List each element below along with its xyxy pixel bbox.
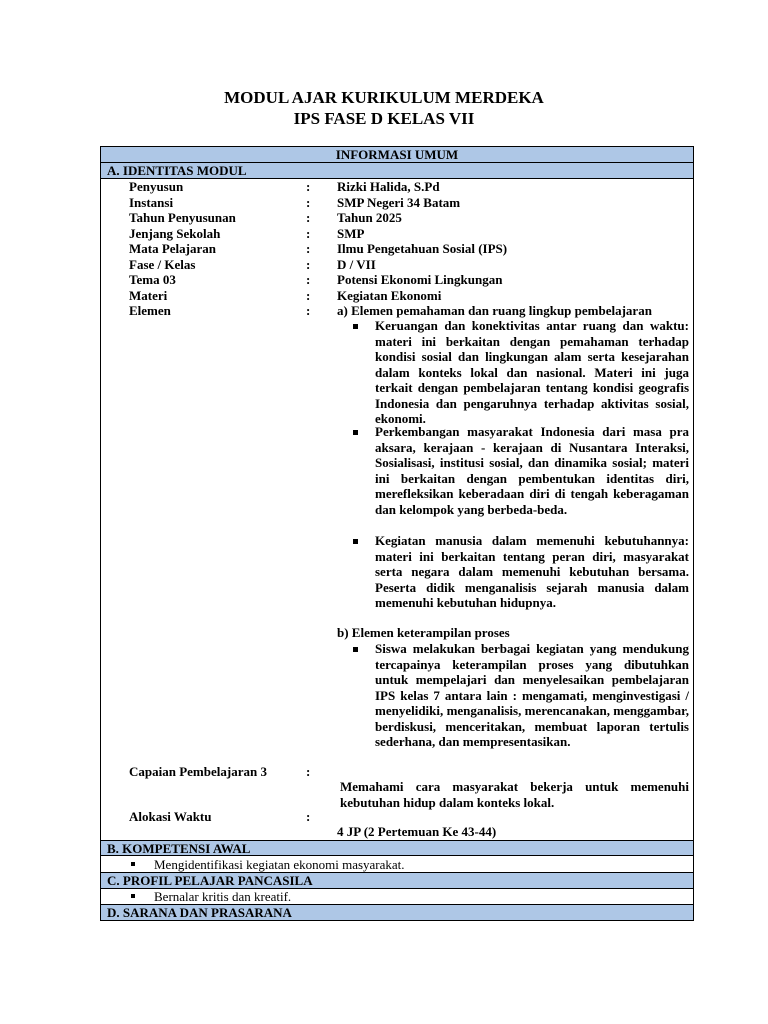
elemen-a-bullet-1: Keruangan dan konektivitas antar ruang dan waktu: materi ini berkaitan dengan pemahaman terhadap kondisi sosial dan lingkungan alam serta kesejarahan dalam konteks lokal dan nasional. Materi ini juga terkait dengan pembelajaran tentang kondisi geografis Indonesia dan pengaruhnya terhadap aktivitas sosial, ekonomi.	[375, 318, 689, 426]
row-divider	[101, 857, 693, 873]
section-identitas-modul: A. IDENTITAS MODUL	[101, 163, 693, 179]
field-label-tahun: Tahun Penyusunan	[129, 210, 236, 225]
bullet-square-icon	[353, 539, 358, 544]
field-label-tema: Tema 03	[129, 272, 176, 287]
field-label-instansi: Instansi	[129, 194, 174, 210]
field-colon: :	[306, 210, 311, 225]
field-colon: :	[306, 809, 311, 824]
elemen-b-bullet-1: Siswa melakukan berbagai kegiatan yang mendukung tercapainya keterampilan proses yang dibutuhkan untuk mempelajari dan menyelesaikan pembelajaran IPS kelas 7 antara lain : mengamati, menginvestigasi / menyelidiki, menganalisis, merencanakan, menggambar, berdiskusi, menceritakan, membuat laporan tertulis sederhana, dan mempresentasikan.	[375, 641, 689, 749]
field-value-fase: D / VII	[337, 256, 376, 272]
field-value-capaian: Memahami cara masyarakat bekerja untuk memenuhi kebutuhan hidup dalam konteks lokal.	[340, 779, 689, 810]
section-informasi-umum: INFORMASI UMUM	[101, 147, 693, 163]
elemen-a-bullet-3: Kegiatan manusia dalam memenuhi kebutuhannya: materi ini berkaitan tentang peran diri, masyarakat serta negara dalam memenuhi kebutuhan bersama. Peserta didik menganalisis sejarah manusia dalam memenuhi kebutuhan hidupnya.	[375, 533, 689, 610]
module-info-table	[100, 146, 694, 921]
field-value-elemen: a) Elemen pemahaman dan ruang lingkup pembelajaran	[337, 303, 652, 318]
field-value-jenjang: SMP	[337, 225, 365, 241]
section-profil-pelajar: C. PROFIL PELAJAR PANCASILA	[101, 873, 693, 889]
field-colon: :	[306, 764, 311, 779]
field-value-mapel: Ilmu Pengetahuan Sosial (IPS)	[337, 241, 508, 256]
field-value-alokasi: 4 JP (2 Pertemuan Ke 43-44)	[337, 824, 497, 839]
field-colon: :	[306, 194, 311, 210]
field-value-tahun: Tahun 2025	[337, 210, 402, 225]
field-colon: :	[306, 241, 311, 256]
field-value-instansi: SMP Negeri 34 Batam	[337, 194, 461, 210]
field-colon: :	[306, 272, 311, 287]
field-label-penyusun: Penyusun	[129, 179, 184, 194]
field-value-tema: Potensi Ekonomi Lingkungan	[337, 272, 503, 287]
field-label-materi: Materi	[129, 287, 168, 303]
bullet-square-icon	[353, 324, 358, 329]
field-colon: :	[306, 256, 311, 272]
field-value-materi: Kegiatan Ekonomi	[337, 287, 442, 303]
field-colon: :	[306, 287, 311, 303]
document-title: MODUL AJAR KURIKULUM MERDEKA	[224, 88, 544, 107]
kompetensi-awal-item: Mengidentifikasi kegiatan ekonomi masyarakat.	[154, 857, 405, 872]
field-label-capaian: Capaian Pembelajaran 3	[129, 764, 267, 779]
document-subtitle: IPS FASE D KELAS VII	[293, 109, 475, 128]
profil-pelajar-item: Bernalar kritis dan kreatif.	[154, 889, 292, 904]
section-kompetensi-awal: B. KOMPETENSI AWAL	[101, 840, 693, 856]
bullet-square-icon	[353, 647, 358, 652]
section-sarana-prasarana: D. SARANA DAN PRASARANA	[101, 905, 693, 920]
elemen-a-bullet-2: Perkembangan masyarakat Indonesia dari masa pra aksara, kerajaan - kerajaan di Nusantara Interaksi, Sosialisasi, institusi sosial, dan dinamika sosial; materi ini berkaitan dengan pembentukan identitas diri, merefleksikan keberadaan diri di tengah keberagaman dan kelompok yang berbeda-beda.	[375, 424, 689, 517]
field-colon: :	[306, 303, 311, 318]
field-label-fase: Fase / Kelas	[129, 256, 196, 272]
row-divider	[101, 889, 693, 905]
field-label-mapel: Mata Pelajaran	[129, 241, 217, 256]
bullet-square-icon	[353, 430, 358, 435]
field-label-jenjang: Jenjang Sekolah	[129, 225, 221, 241]
elemen-b-heading: b) Elemen keterampilan proses	[337, 625, 510, 640]
field-label-alokasi: Alokasi Waktu	[129, 809, 212, 824]
field-colon: :	[306, 179, 311, 194]
field-label-elemen: Elemen	[129, 303, 171, 318]
field-value-penyusun: Rizki Halida, S.Pd	[337, 179, 440, 194]
field-colon: :	[306, 225, 311, 241]
